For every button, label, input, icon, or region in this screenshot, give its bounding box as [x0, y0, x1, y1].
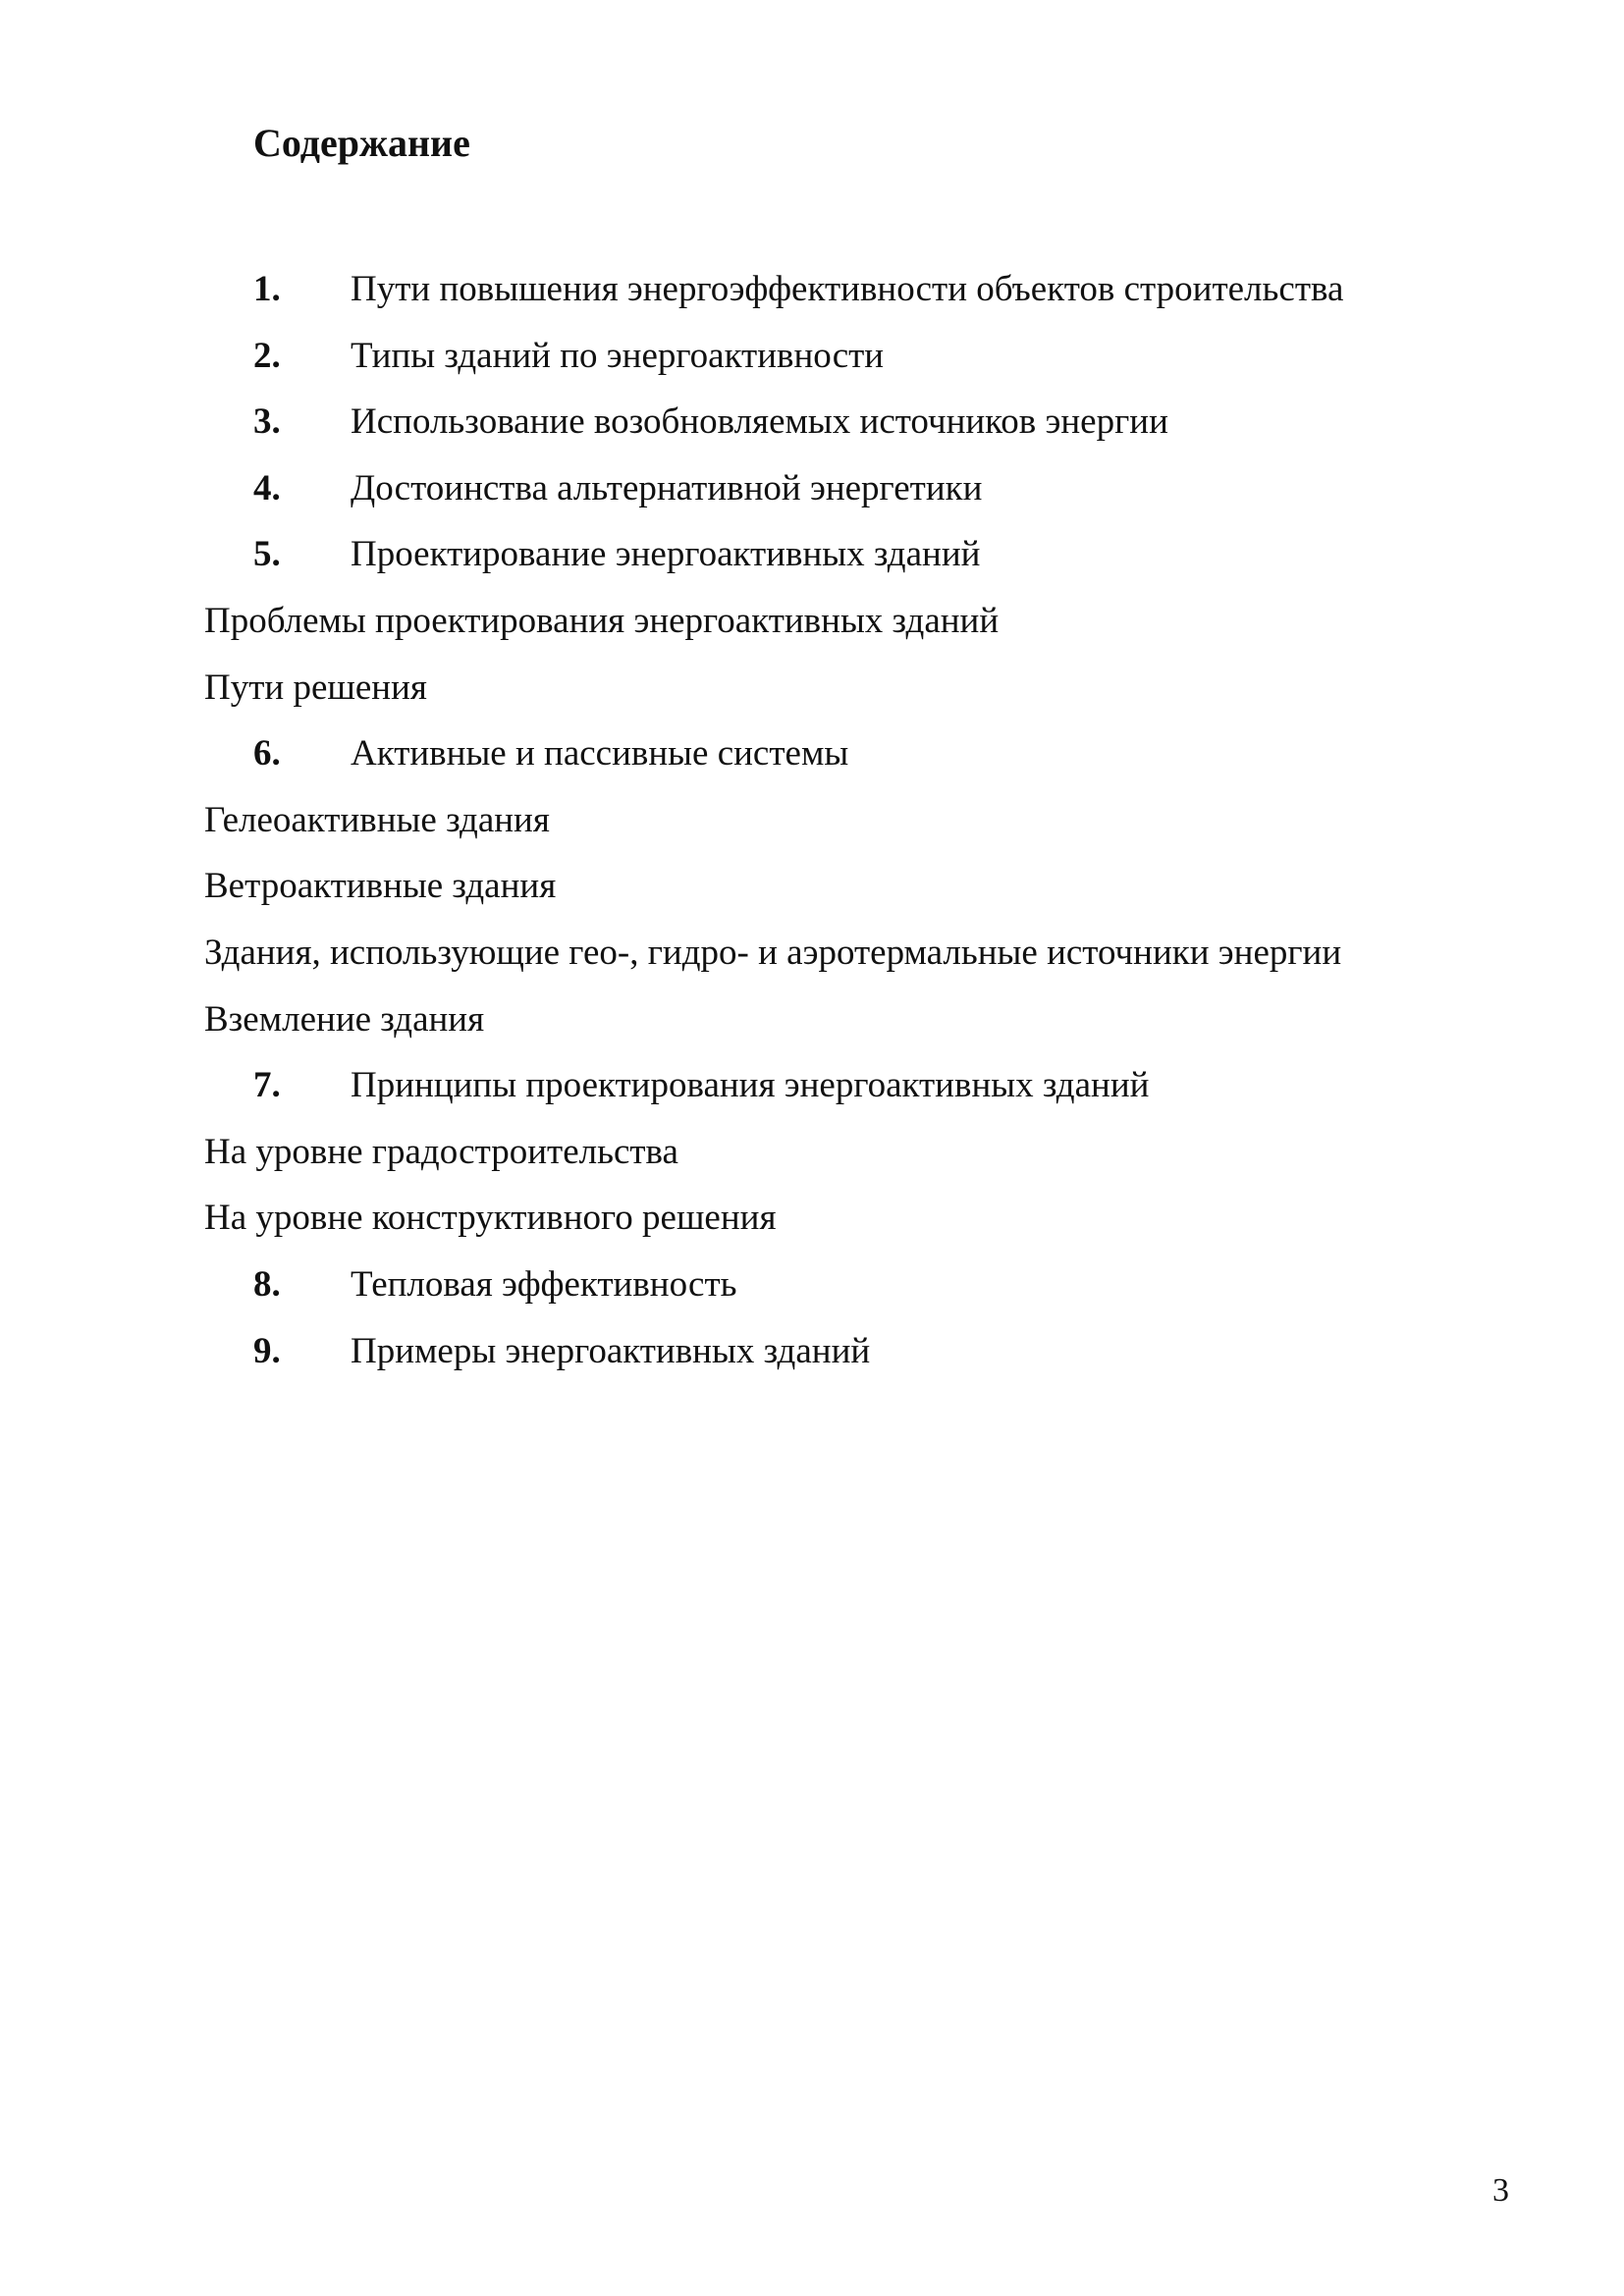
- toc-subitem-text: Здания, использующие гео-, гидро- и аэротермальные источники энергии: [204, 932, 1342, 973]
- toc-subitem: [0, 594, 1624, 661]
- toc-subitem-text: Пути решения: [204, 667, 427, 708]
- toc-subitem: [0, 1191, 1624, 1257]
- table-of-contents: [0, 262, 1624, 1390]
- toc-subitem-text: Ветроактивные здания: [204, 866, 557, 907]
- toc-item: [0, 461, 1624, 528]
- toc-subitem: [0, 859, 1624, 926]
- toc-item-number: 2.: [253, 335, 281, 376]
- toc-subitem-text: Проблемы проектирования энергоактивных зданий: [204, 600, 1000, 641]
- toc-item-text: Достоинства альтернативной энергетики: [351, 467, 983, 508]
- toc-item-text: Проектирование энергоактивных зданий: [351, 534, 981, 575]
- toc-item-text: Тепловая эффективность: [351, 1263, 737, 1305]
- page-number: 3: [1492, 2172, 1509, 2209]
- toc-subitem-text: Гелеоактивные здания: [204, 799, 550, 840]
- toc-subitem-text: Вземление здания: [204, 998, 485, 1040]
- toc-item: [0, 527, 1624, 594]
- toc-subitem: [0, 926, 1624, 992]
- toc-item: [0, 1324, 1624, 1391]
- toc-item: [0, 1058, 1624, 1125]
- toc-subitem: [0, 661, 1624, 727]
- toc-item-number: 4.: [253, 467, 281, 508]
- toc-item: [0, 395, 1624, 461]
- toc-item-number: 6.: [253, 733, 281, 774]
- toc-item-number: 1.: [253, 269, 281, 309]
- toc-item: [0, 726, 1624, 793]
- toc-item-number: 8.: [253, 1263, 281, 1305]
- toc-item-number: 5.: [253, 534, 281, 575]
- toc-item-text: Пути повышения энергоэффективности объектов строительства: [351, 269, 1344, 309]
- toc-item-text: Активные и пассивные системы: [351, 733, 849, 774]
- toc-item-text: Примеры энергоактивных зданий: [351, 1330, 871, 1371]
- toc-subitem: [0, 793, 1624, 860]
- toc-item: [0, 262, 1624, 329]
- toc-subitem: [0, 992, 1624, 1059]
- toc-item-text: Типы зданий по энергоактивности: [351, 335, 885, 376]
- toc-subitem-text: На уровне конструктивного решения: [204, 1198, 777, 1239]
- toc-item: [0, 329, 1624, 396]
- toc-item: [0, 1257, 1624, 1324]
- toc-item-text: Принципы проектирования энергоактивных зданий: [351, 1065, 1150, 1106]
- toc-item-number: 9.: [253, 1330, 281, 1371]
- toc-subitem: [0, 1125, 1624, 1192]
- toc-item-number: 3.: [253, 401, 281, 443]
- toc-item-number: 7.: [253, 1065, 281, 1106]
- toc-item-text: Использование возобновляемых источников энергии: [351, 401, 1168, 443]
- toc-title: Содержание: [253, 121, 470, 165]
- toc-subitem-text: На уровне градостроительства: [204, 1131, 678, 1172]
